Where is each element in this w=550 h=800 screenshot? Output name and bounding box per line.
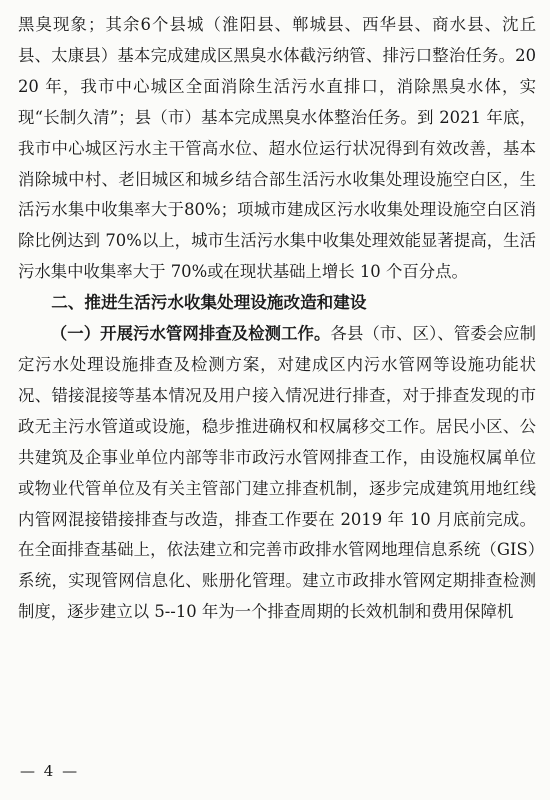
paragraph-pipe-network-inspection [18, 319, 536, 628]
subsection-lead: （一）开展污水管网排查及检测工作。 [50, 324, 331, 344]
subsection-body: 各县（市、区）、管委会应制定污水处理设施排查及检测方案，对建成区内污水管网等设施功能状况、错接混接等基本情况及用户接入情况进行排查，对于排查发现的市政无主污水管道或设施，稳步推进确权和权属移交工作。居民小区、公共建筑及企事业单位内部等非市政污水管网排查工作，由设施权属单位或物业代管单位及有关主管部门建立排查机制，逐步完成建筑用地红线内管网混接错接排查与改造，排查工作要在 2019 年 10 月底前完成。在全面排查基础上，依法建立和完善市政排水管网地理信息系统（GIS）系统，实现管网信息化、账册化管理。建立市政排水管网定期排查检测制度，逐步建立以 5--10 年为一个排查周期的长效机制和费用保障机 [18, 324, 536, 622]
page-number: — 4 — [20, 762, 80, 780]
section-heading: 二、推进生活污水收集处理设施改造和建设 [51, 293, 367, 313]
document-page [18, 10, 536, 628]
paragraph-continuation: 黑臭现象；其余6个县城（淮阳县、郸城县、西华县、商水县、沈丘县、太康县）基本完成建成区黑臭水体截污纳管、排污口整治任务。2020 年，我市中心城区全面消除生活污水直排口，消除黑臭水体，实现“长制久清”；县（市）基本完成黑臭水体整治任务。到 2021 年底，我市中心城区污水主干管高水位、超水位运行状况得到有效改善，基本消除城中村、老旧城区和城乡结合部生活污水收集处理设施空白区，生活污水集中收集率大于80%；项城市建成区污水收集处理设施空白区消除比例达到 70%以上，城市生活污水集中收集处理效能显著提高，生活污水集中收集率大于 70%或在现状基础上增长 10 个百分点。 [18, 15, 536, 282]
